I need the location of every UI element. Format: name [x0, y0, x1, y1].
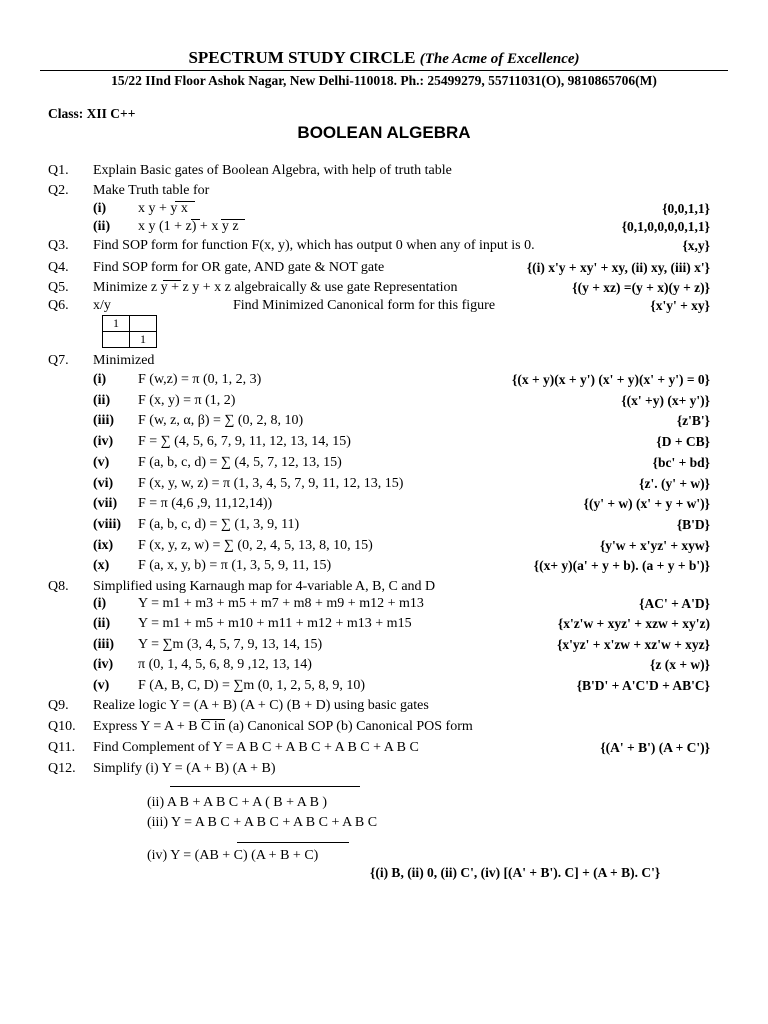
q7-sub-answer: {(x' +y) (x+ y')}: [621, 393, 710, 408]
q6-label: x/y: [93, 298, 111, 313]
q6-number: Q6.: [48, 298, 69, 313]
q12-sub-text: (iii) Y = A B C + A B C + A B C + A B C: [147, 815, 378, 830]
page-title: BOOLEAN ALGEBRA: [297, 123, 471, 142]
overline-mark: [237, 842, 349, 843]
q2-sub-number: (ii): [93, 219, 111, 234]
q8-sub-answer: {AC' + A'D}: [639, 596, 710, 611]
q5-text: Minimize z y + z y + x z algebraically & use gate Representation: [93, 280, 458, 295]
q8-sub-text: Y = m1 + m5 + m10 + m11 + m12 + m13 + m15: [138, 616, 412, 631]
q8-sub-answer: {z (x + w)}: [650, 657, 710, 672]
q8-sub-answer: {B'D' + A'C'D + AB'C}: [576, 678, 710, 693]
q2-sub-answer: {0,0,1,1}: [662, 201, 710, 216]
q7-sub-answer: {y'w + x'yz' + xyw}: [599, 538, 710, 553]
overline-mark: [163, 280, 181, 281]
q7-sub-text: F (a, x, y, b) = π (1, 3, 5, 9, 11, 15): [138, 558, 332, 573]
q7-sub-answer: {(x + y)(x + y') (x' + y)(x' + y') = 0}: [512, 372, 710, 387]
q7-sub-number: (x): [93, 558, 110, 573]
q5-number: Q5.: [48, 280, 69, 295]
q8-sub-number: (iii): [93, 637, 114, 652]
kmap-cell: [103, 332, 130, 348]
header-rule: [40, 70, 728, 71]
q11-text: Find Complement of Y = A B C + A B C + A B C + A B C: [93, 740, 419, 755]
q7-number: Q7.: [48, 353, 69, 368]
q7-sub-number: (ix): [93, 538, 114, 553]
kmap-cell: 1: [103, 316, 130, 332]
q7-sub-number: (ii): [93, 393, 111, 408]
q7-sub-answer: {(x+ y)(a' + y + b). (a + y + b')}: [533, 558, 710, 573]
q4-text: Find SOP form for OR gate, AND gate & NOT gate: [93, 260, 385, 275]
institute-tagline: (The Acme of Excellence): [419, 51, 580, 67]
q8-sub-answer: {x'yz' + x'zw + xz'w + xyz}: [557, 637, 710, 652]
q7-sub-answer: {bc' + bd}: [652, 455, 710, 470]
q2-number: Q2.: [48, 183, 69, 198]
overline-mark: [221, 219, 245, 220]
q7-sub-number: (iv): [93, 434, 114, 449]
kmap-grid: [102, 315, 157, 348]
q3-text: Find SOP form for function F(x, y), which has output 0 when any of input is 0.: [93, 238, 535, 253]
q7-sub-answer: {B'D}: [676, 517, 710, 532]
q7-sub-number: (iii): [93, 413, 114, 428]
q8-sub-number: (ii): [93, 616, 111, 631]
q10-number: Q10.: [48, 719, 76, 734]
q1-text: Explain Basic gates of Boolean Algebra, with help of truth table: [93, 163, 452, 178]
q7-sub-number: (i): [93, 372, 107, 387]
q7-sub-answer: {(y' + w) (x' + y + w')}: [583, 496, 710, 511]
q7-sub-text: F (x, y, w, z) = π (1, 3, 4, 5, 7, 9, 11, 12, 13, 15): [138, 476, 404, 491]
institute-heading: [0, 48, 768, 68]
q3-number: Q3.: [48, 238, 69, 253]
q2-sub-text: x y (1 + z) + x y z: [138, 219, 239, 234]
q12-answer: {(i) B, (ii) 0, (ii) C', (iv) [(A' + B'). C] + (A + B). C'}: [370, 865, 661, 880]
overline-mark: [175, 201, 195, 202]
q6-text: Find Minimized Canonical form for this figure: [233, 298, 496, 313]
q8-text: Simplified using Karnaugh map for 4-variable A, B, C and D: [93, 579, 436, 594]
kmap-cell: [130, 316, 157, 332]
kmap-cell: 1: [130, 332, 157, 348]
q8-sub-number: (i): [93, 596, 107, 611]
q3-answer: {x,y}: [682, 238, 710, 253]
q7-sub-answer: {z'B'}: [676, 413, 710, 428]
q8-sub-text: Y = m1 + m3 + m5 + m7 + m8 + m9 + m12 + m13: [138, 596, 424, 611]
overline-mark: [191, 219, 200, 220]
q12-text: Simplify (i) Y = (A + B) (A + B): [93, 761, 276, 776]
q2-sub-text: x y + y x: [138, 201, 188, 216]
q1-number: Q1.: [48, 163, 69, 178]
overline-mark: [170, 786, 360, 787]
q8-number: Q8.: [48, 579, 69, 594]
q4-number: Q4.: [48, 260, 69, 275]
q7-text: Minimized: [93, 353, 155, 368]
q6-answer: {x'y' + xy}: [650, 298, 710, 313]
q8-sub-number: (v): [93, 678, 110, 693]
overline-mark: [201, 719, 225, 720]
q11-answer: {(A' + B') (A + C')}: [600, 740, 710, 755]
q10-text: Express Y = A + B C in (a) Canonical SOP (b) Canonical POS form: [93, 719, 473, 734]
q4-answer: {(i) x'y + xy' + xy, (ii) xy, (iii) x'}: [526, 260, 710, 275]
class-line: Class: XII C++: [48, 106, 136, 121]
q7-sub-text: F (x, y, z, w) = ∑ (0, 2, 4, 5, 13, 8, 10, 15): [138, 538, 373, 553]
q7-sub-number: (viii): [93, 517, 121, 532]
q8-sub-text: F (A, B, C, D) = ∑m (0, 1, 2, 5, 8, 9, 10): [138, 678, 366, 693]
q12-sub-text: (ii) A B + A B C + A ( B + A B ): [147, 795, 328, 810]
q9-text: Realize logic Y = (A + B) (A + C) (B + D) using basic gates: [93, 698, 429, 713]
q11-number: Q11.: [48, 740, 76, 755]
q7-sub-answer: {D + CB}: [656, 434, 710, 449]
q7-sub-number: (vi): [93, 476, 114, 491]
q8-sub-answer: {x'z'w + xyz' + xzw + xy'z): [557, 616, 710, 631]
q2-text: Make Truth table for: [93, 183, 210, 198]
q8-sub-text: Y = ∑m (3, 4, 5, 7, 9, 13, 14, 15): [138, 637, 323, 652]
q7-sub-number: (vii): [93, 496, 118, 511]
q12-number: Q12.: [48, 761, 76, 776]
institute-name: SPECTRUM STUDY CIRCLE: [188, 48, 416, 67]
q7-sub-text: F = π (4,6 ,9, 11,12,14)): [138, 496, 273, 511]
q5-answer: {(y + xz) =(y + x)(y + z)}: [572, 280, 710, 295]
q7-sub-text: F (x, y) = π (1, 2): [138, 393, 236, 408]
q7-sub-text: F (a, b, c, d) = ∑ (4, 5, 7, 12, 13, 15): [138, 455, 342, 470]
q8-sub-number: (iv): [93, 657, 114, 672]
institute-address: 15/22 IInd Floor Ashok Nagar, New Delhi-110018. Ph.: 25499279, 55711031(O), 9810865706(M): [111, 73, 657, 88]
q2-sub-answer: {0,1,0,0,0,0,1,1}: [621, 219, 710, 234]
q7-sub-text: F (w,z) = π (0, 1, 2, 3): [138, 372, 262, 387]
q12-sub-text: (iv) Y = (AB + C) (A + B + C): [147, 848, 319, 863]
q7-sub-number: (v): [93, 455, 110, 470]
q2-sub-number: (i): [93, 201, 107, 216]
q8-sub-text: π (0, 1, 4, 5, 6, 8, 9 ,12, 13, 14): [138, 657, 312, 672]
q7-sub-answer: {z'. (y' + w)}: [639, 476, 710, 491]
q7-sub-text: F (a, b, c, d) = ∑ (1, 3, 9, 11): [138, 517, 300, 532]
q7-sub-text: F (w, z, α, β) = ∑ (0, 2, 8, 10): [138, 413, 304, 428]
q9-number: Q9.: [48, 698, 69, 713]
q7-sub-text: F = ∑ (4, 5, 6, 7, 9, 11, 12, 13, 14, 15): [138, 434, 351, 449]
